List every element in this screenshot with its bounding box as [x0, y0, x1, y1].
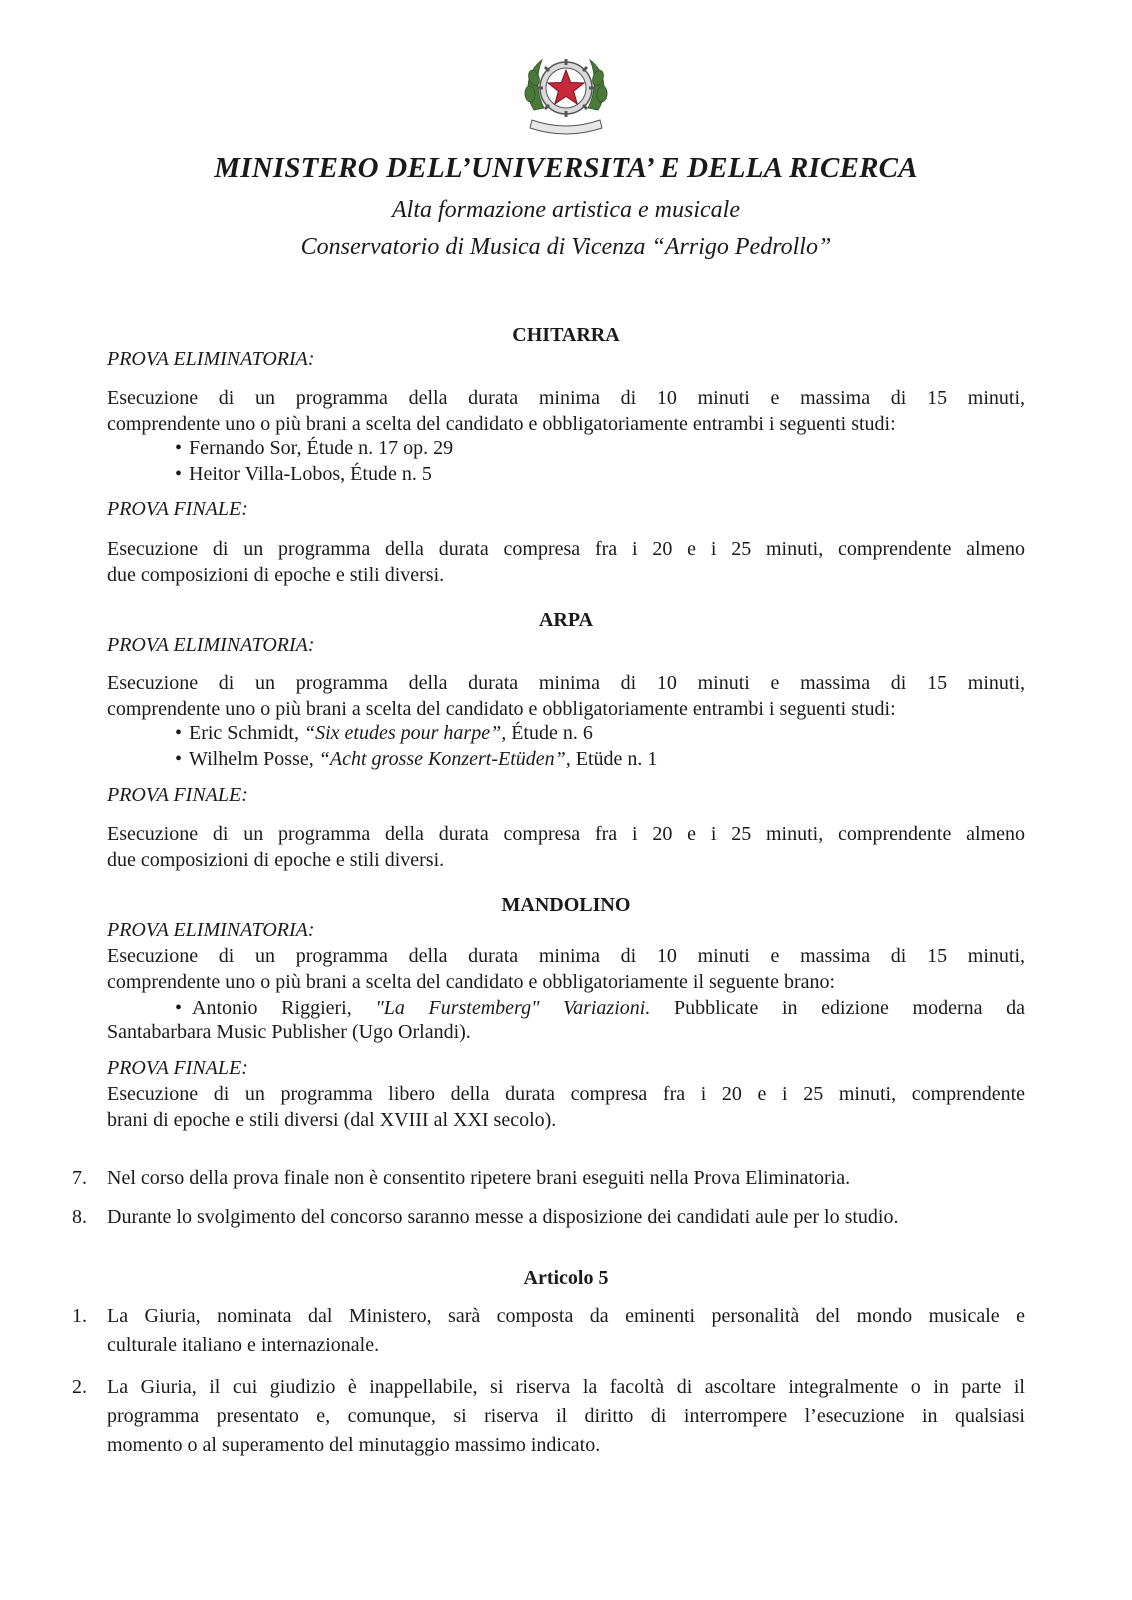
numbered-item — [72, 1373, 1025, 1460]
section-heading-mandolino: MANDOLINO — [501, 894, 631, 916]
item-line: La Giuria, il cui giudizio è inappellabile, si riserva la facoltà di ascoltare integralmente o in parte il — [107, 1376, 1025, 1398]
ministry-title: MINISTERO DELL’UNIVERSITA’ E DELLA RICERCA — [214, 152, 918, 184]
bullet-text: Étude n. 6 — [506, 722, 593, 744]
paragraph-line: comprendente uno o più brani a scelta del candidato e obbligatoriamente entrambi i seguenti studi: — [107, 698, 896, 720]
item-text: Nel corso della prova finale non è consentito ripetere brani eseguiti nella Prova Eliminatoria. — [107, 1167, 851, 1189]
bullet-item: • Antonio Riggieri, "La Furstemberg" Variazioni. Pubblicate in edizione moderna da — [175, 997, 1025, 1019]
item-line: culturale italiano e internazionale. — [107, 1334, 380, 1356]
paragraph-line: Esecuzione di un programma della durata compresa fra i 20 e i 25 minuti, comprendente almeno — [107, 823, 1025, 845]
paragraph-eliminatoria — [107, 385, 1025, 437]
bullet-continuation: Santabarbara Music Publisher (Ugo Orlandi). — [107, 1021, 471, 1043]
paragraph-line: comprendente uno o più brani a scelta del candidato e obbligatoriamente entrambi i seguenti studi: — [107, 413, 896, 435]
label-prova-finale: PROVA FINALE: — [107, 1057, 248, 1079]
item-line: momento o al superamento del minutaggio massimo indicato. — [107, 1434, 601, 1456]
paragraph-line: Esecuzione di un programma libero della durata compresa fra i 20 e i 25 minuti, comprendente — [107, 1083, 1025, 1105]
bullet-text: Antonio Riggieri, — [192, 997, 376, 1019]
label-prova-eliminatoria: PROVA ELIMINATORIA: — [107, 919, 315, 941]
paragraph-eliminatoria — [107, 670, 1025, 722]
paragraph-line: Esecuzione di un programma della durata compresa fra i 20 e i 25 minuti, comprendente almeno — [107, 538, 1025, 560]
item-line: La Giuria, nominata dal Ministero, sarà composta da eminenti personalità del mondo musicale e — [107, 1305, 1025, 1327]
item-number: 2. — [72, 1376, 87, 1398]
bullet-text: Wilhelm Posse, — [189, 748, 319, 770]
label-prova-eliminatoria: PROVA ELIMINATORIA: — [107, 348, 315, 370]
paragraph-finale — [107, 536, 1025, 588]
bullet-item: • Eric Schmidt, “Six etudes pour harpe”, Étude n. 6 — [175, 722, 593, 744]
paragraph-eliminatoria — [107, 943, 1025, 995]
paragraph-line: Esecuzione di un programma della durata minima di 10 minuti e massima di 15 minuti, — [107, 387, 1025, 409]
paragraph-finale — [107, 1081, 1025, 1133]
work-title: “Six etudes pour harpe”, — [303, 722, 507, 744]
bullet-item: • Wilhelm Posse, “Acht grosse Konzert-Etüden”, Etüde n. 1 — [175, 748, 658, 770]
label-prova-finale: PROVA FINALE: — [107, 498, 248, 520]
item-number: 7. — [72, 1167, 87, 1189]
bullet-text: Heitor Villa-Lobos, Étude n. 5 — [189, 463, 432, 485]
item-number: 8. — [72, 1206, 87, 1228]
work-title: "La Furstemberg" Variazioni. — [375, 997, 651, 1019]
work-title: “Acht grosse Konzert-Etüden”, — [318, 748, 571, 770]
paragraph-line: Esecuzione di un programma della durata minima di 10 minuti e massima di 15 minuti, — [107, 945, 1025, 967]
paragraph-line: Esecuzione di un programma della durata minima di 10 minuti e massima di 15 minuti, — [107, 672, 1025, 694]
paragraph-line: comprendente uno o più brani a scelta del candidato e obbligatoriamente il seguente brano: — [107, 971, 836, 993]
conservatory-name: Conservatorio di Musica di Vicenza “Arrigo Pedrollo” — [300, 234, 832, 260]
item-text — [107, 1302, 1025, 1360]
item-number: 1. — [72, 1305, 87, 1327]
header-subtitle: Alta formazione artistica e musicale — [392, 197, 740, 223]
italian-republic-emblem-icon — [520, 50, 612, 136]
paragraph-line: due composizioni di epoche e stili diversi. — [107, 564, 445, 586]
bullet-text: Pubblicate in edizione moderna da — [650, 997, 1025, 1019]
bullet-text: Eric Schmidt, — [189, 722, 304, 744]
section-heading-arpa: ARPA — [538, 609, 594, 631]
section-heading-chitarra: CHITARRA — [512, 324, 620, 346]
bullet-item: • Fernando Sor, Étude n. 17 op. 29 — [175, 437, 454, 459]
paragraph-line: due composizioni di epoche e stili diversi. — [107, 849, 445, 871]
article-heading: Articolo 5 — [523, 1267, 609, 1289]
bullet-item: • Heitor Villa-Lobos, Étude n. 5 — [175, 463, 432, 485]
bullet-text: Fernando Sor, Étude n. 17 op. 29 — [189, 437, 454, 459]
item-line: programma presentato e, comunque, si riserva il diritto di interrompere l’esecuzione in qualsiasi — [107, 1405, 1025, 1427]
numbered-item — [72, 1302, 1025, 1360]
item-text: Durante lo svolgimento del concorso saranno messe a disposizione dei candidati aule per lo studio. — [107, 1206, 899, 1228]
paragraph-line: brani di epoche e stili diversi (dal XVIII al XXI secolo). — [107, 1109, 557, 1131]
item-text — [107, 1373, 1025, 1460]
label-prova-finale: PROVA FINALE: — [107, 784, 248, 806]
label-prova-eliminatoria: PROVA ELIMINATORIA: — [107, 634, 315, 656]
paragraph-finale — [107, 821, 1025, 873]
bullet-text: Etüde n. 1 — [570, 748, 658, 770]
